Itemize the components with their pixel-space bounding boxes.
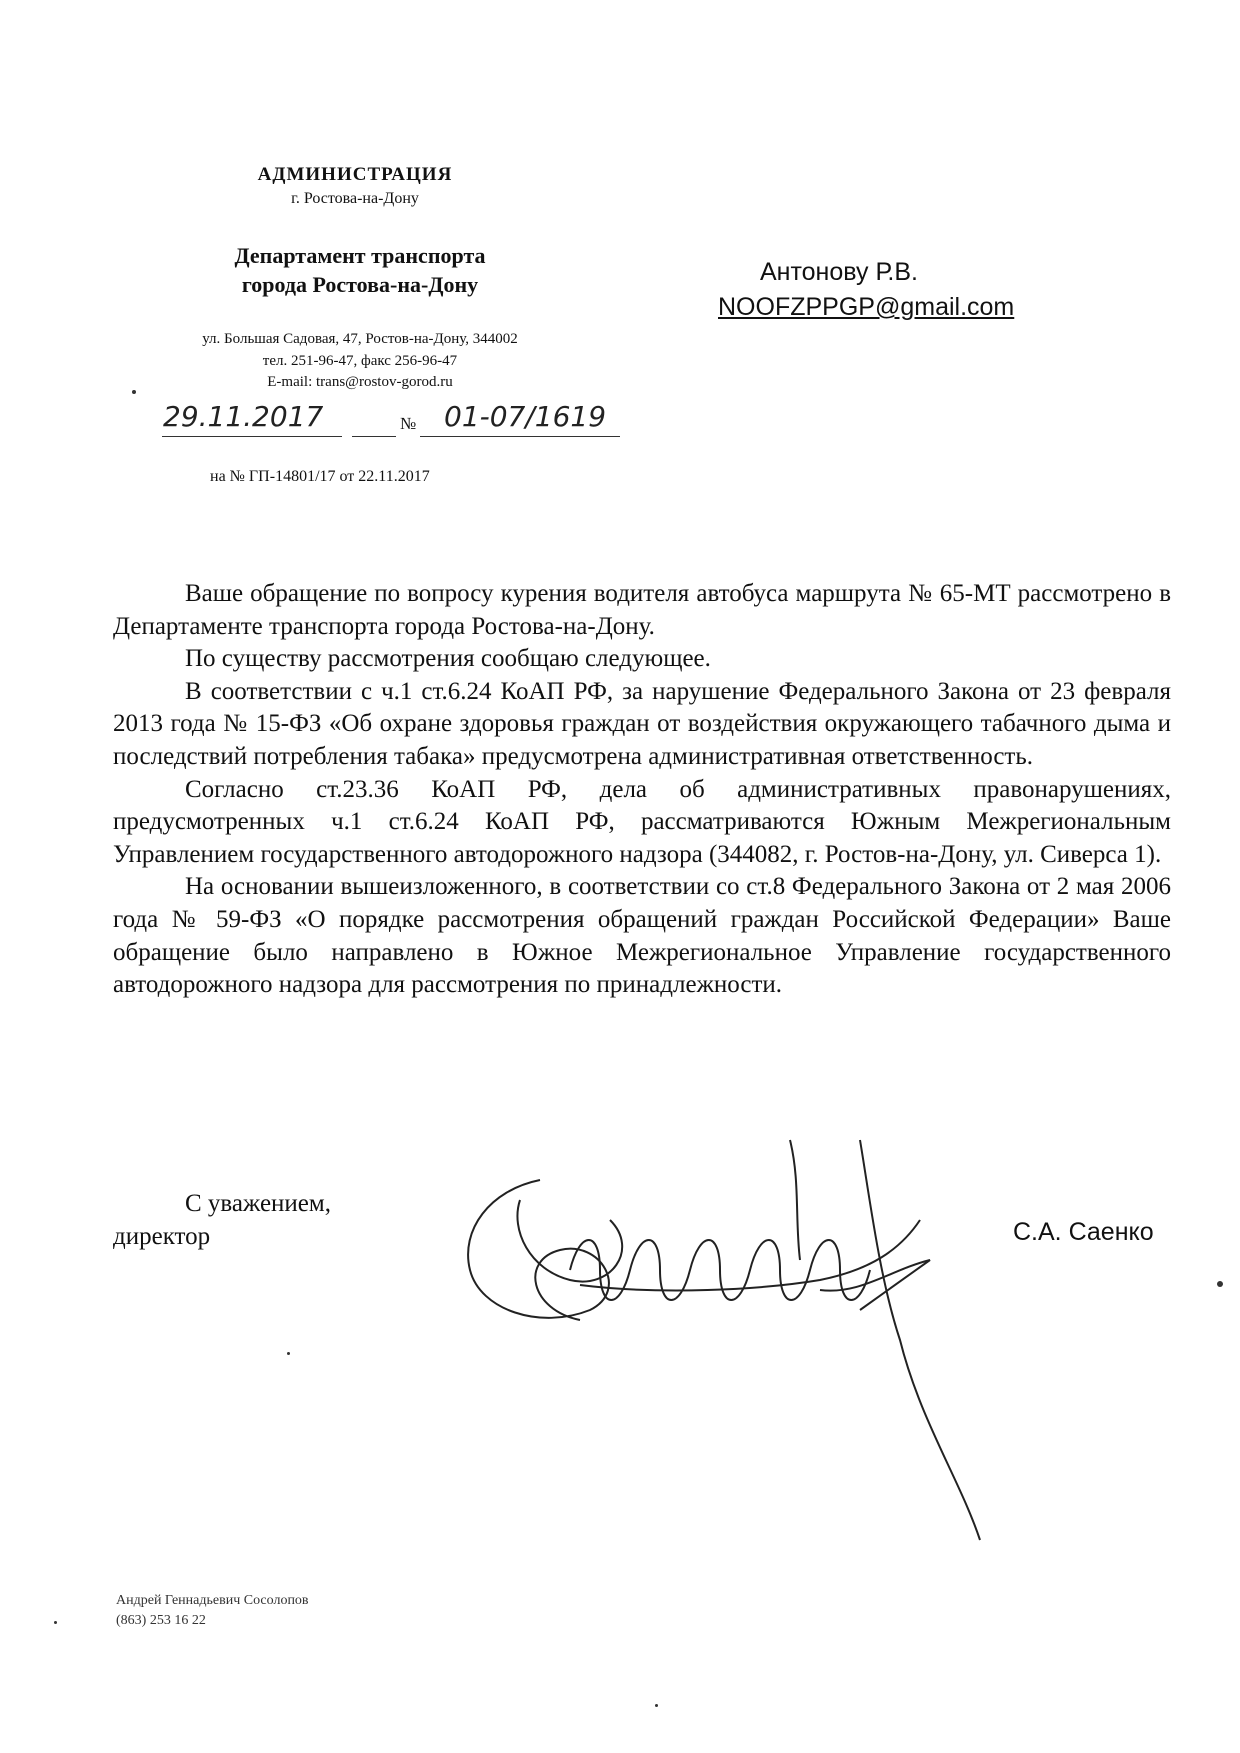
executor-phone: (863) 253 16 22 xyxy=(116,1613,206,1628)
body-paragraph-1: Ваше обращение по вопросу курения водителя автобуса маршрута № 65-МТ рассмотрено в Департаменте транспорта города Ростова-на-Дону. xyxy=(113,580,1171,640)
number-underline xyxy=(420,436,620,437)
scan-speck xyxy=(1217,1281,1223,1287)
body-paragraph-4: Согласно ст.23.36 КоАП РФ, дела об административных правонарушениях, предусмотренных ч.1 ст.6.24 КоАП РФ, рассматриваются Южным Межрегиональным Управлением государственного автодорожного надзора (344082, г. Ростов-на-Дону, ул. Сиверса 1). xyxy=(113,775,1171,868)
signer-name: С.А. Саенко xyxy=(1013,1218,1154,1246)
closing-regards: С уважением, xyxy=(185,1190,331,1217)
scan-speck xyxy=(132,390,136,394)
body-paragraph-3: В соответствии с ч.1 ст.6.24 КоАП РФ, за нарушение Федерального Закона от 23 февраля 2013 года № 15-ФЗ «Об охране здоровья граждан от воздействия окружающего табачного дыма и последствий потребления табака» предусмотрена административная ответственность. xyxy=(113,677,1171,770)
body-paragraph-2: По существу рассмотрения сообщаю следующее. xyxy=(185,645,711,673)
scan-speck xyxy=(655,1704,658,1707)
separator-underline xyxy=(352,436,396,437)
sender-city: г. Ростова-на-Дону xyxy=(291,190,419,207)
recipient-name: Антонову Р.В. xyxy=(760,258,918,286)
scan-speck xyxy=(287,1352,290,1355)
signature-icon xyxy=(460,1120,1080,1560)
sender-phone-fax: тел. 251-96-47, факс 256-96-47 xyxy=(262,353,458,369)
reply-reference: на № ГП-14801/17 от 22.11.2017 xyxy=(210,468,430,485)
letter-body xyxy=(113,578,1171,1002)
closing-position: директор xyxy=(113,1223,211,1250)
body-paragraph-5: На основании вышеизложенного, в соответствии со ст.8 Федерального Закона от 2 мая 2006 года № 59-ФЗ «О порядке рассмотрения обращений граждан Российской Федерации» Ваше обращение было направлено в Южное Межрегиональное Управление государственного автодорожного надзора для рассмотрения по принадлежности. xyxy=(113,873,1171,999)
scan-speck xyxy=(54,1621,57,1624)
outgoing-date: 29.11.2017 xyxy=(163,400,324,433)
executor-name: Андрей Геннадьевич Сосолопов xyxy=(116,1593,309,1608)
outgoing-number: 01-07/1619 xyxy=(444,400,607,433)
sender-administration: АДМИНИСТРАЦИЯ xyxy=(257,164,453,185)
date-underline xyxy=(162,436,342,437)
sender-email: E-mail: trans@rostov-gorod.ru xyxy=(267,374,453,390)
sender-department-line1: Департамент транспорта xyxy=(234,243,486,268)
sender-department-line2: города Ростова-на-Дону xyxy=(241,272,479,297)
recipient-email[interactable]: NOOFZPPGP@gmail.com xyxy=(718,293,1015,321)
sender-address: ул. Большая Садовая, 47, Ростов-на-Дону, 344002 xyxy=(202,331,518,347)
outgoing-number-label: № xyxy=(400,414,417,433)
